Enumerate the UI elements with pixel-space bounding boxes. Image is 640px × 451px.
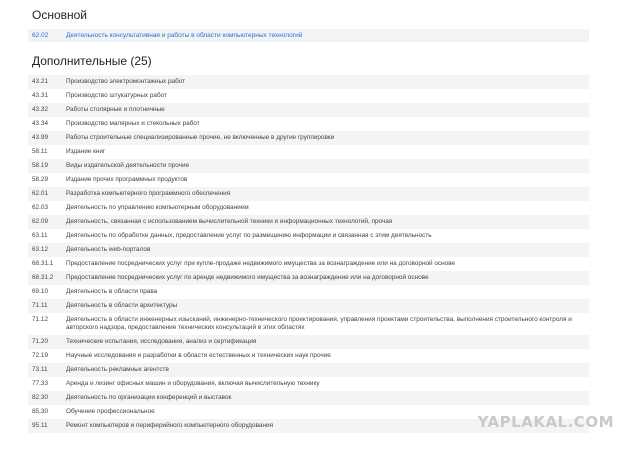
activity-code: 71.20 (32, 338, 48, 345)
watermark-logo: YAPLAKAL.COM (477, 413, 614, 431)
activity-description: Работы строительные специализированные прочие, не включенные в другие группировки (66, 134, 335, 141)
activity-code: 63.11 (32, 232, 48, 239)
activity-row (28, 145, 589, 159)
activity-row (28, 173, 589, 187)
activity-description: Деятельность в области права (66, 288, 158, 295)
activity-description: Предоставление посреднических услуг при купле-продаже недвижимого имущества за вознаграждение или на договорной основе (66, 260, 456, 267)
activity-code: 62.09 (32, 218, 48, 225)
activity-row (28, 271, 589, 285)
activity-row (28, 75, 589, 89)
activity-code: 62.03 (32, 204, 48, 211)
activity-code: 71.11 (32, 302, 48, 309)
activity-row (28, 335, 589, 349)
activity-description[interactable]: Деятельность консультативная и работы в области компьютерных технологий (66, 32, 303, 39)
additional-activities-list (28, 75, 589, 433)
activity-code: 68.31.2 (32, 274, 54, 281)
activity-code: 43.99 (32, 134, 48, 141)
activity-description: Деятельность web-порталов (66, 246, 151, 253)
additional-activities-heading: Дополнительные (25) (32, 54, 152, 68)
activity-description: Издание прочих программных продуктов (66, 176, 188, 183)
activity-code[interactable]: 62.02 (32, 32, 49, 39)
activity-description: Аренда и лизинг офисных машин и оборудования, включая вычислительную технику (66, 380, 320, 387)
activity-description: Издание книг (66, 148, 106, 155)
activity-description: Деятельность по организации конференций и выставок (66, 394, 232, 401)
activity-row (28, 159, 589, 173)
activity-description: Технические испытания, исследования, анализ и сертификация (66, 338, 257, 345)
activity-description: Производство малярных и стекольных работ (66, 120, 200, 127)
activity-description: Деятельность рекламных агентств (66, 366, 169, 373)
activity-description: Разработка компьютерного программного обеспечения (66, 190, 231, 197)
activity-description: Деятельность по обработке данных, предоставление услуг по размещению информации и связанная с этим деятельность (66, 232, 432, 239)
activity-code: 58.19 (32, 162, 48, 169)
activity-row (28, 89, 589, 103)
activity-row (28, 299, 589, 313)
activity-description: Деятельность в области инженерных изысканий, инженерно-технического проектирования, управления проектами строительства, выполнения строительного контроля и авторского надзора, предоставление технических консультаций в этих областях (66, 316, 572, 331)
activity-description: Научные исследования и разработки в области естественных и технических наук прочие (66, 352, 331, 359)
activity-row (28, 229, 589, 243)
activity-row (28, 285, 589, 299)
activity-code: 71.12 (32, 316, 48, 323)
activity-code: 43.31 (32, 92, 48, 99)
activity-description: Работы столярные и плотничные (66, 106, 165, 113)
activity-code: 58.29 (32, 176, 48, 183)
activity-description: Производство электромонтажных работ (66, 78, 186, 85)
activity-code: 58.11 (32, 148, 48, 155)
activity-row (28, 313, 589, 335)
activity-code: 73.11 (32, 366, 48, 373)
activity-code: 43.32 (32, 106, 48, 113)
activity-row (28, 187, 589, 201)
activity-code: 43.34 (32, 120, 48, 127)
activity-description: Ремонт компьютеров и периферийного компьютерного оборудования (66, 422, 274, 429)
activity-row (28, 243, 589, 257)
activity-code: 82.30 (32, 394, 48, 401)
activity-description: Деятельность в области архитектуры (66, 302, 178, 309)
activity-code: 43.21 (32, 78, 48, 85)
activity-description: Обучение профессиональное (66, 408, 155, 415)
activity-description: Деятельность, связанная с использованием вычислительной техники и информационных технологий, прочая (66, 218, 393, 225)
main-activity-heading: Основной (32, 8, 88, 22)
activity-row (28, 117, 589, 131)
activity-description: Предоставление посреднических услуг по аренде недвижимого имущества за вознаграждение или на договорной основе (66, 274, 429, 281)
activity-row (28, 349, 589, 363)
activity-row (28, 363, 589, 377)
activity-description: Производство штукатурных работ (66, 92, 167, 99)
activity-row (28, 103, 589, 117)
activity-code: 69.10 (32, 288, 48, 295)
activity-code: 63.12 (32, 246, 48, 253)
main-activity-row[interactable] (28, 29, 589, 42)
activity-description: Деятельность по управлению компьютерным оборудованием (66, 204, 249, 211)
activity-description: Виды издательской деятельности прочие (66, 162, 190, 169)
activity-row (28, 257, 589, 271)
activity-code: 95.11 (32, 422, 48, 429)
activity-code: 72.19 (32, 352, 48, 359)
activity-row (28, 201, 589, 215)
activity-code: 68.31.1 (32, 260, 54, 267)
activity-row (28, 391, 589, 405)
activity-row (28, 215, 589, 229)
activity-code: 62.01 (32, 190, 48, 197)
activity-code: 77.33 (32, 380, 48, 387)
activity-row (28, 131, 589, 145)
activity-code: 85.30 (32, 408, 48, 415)
activity-row (28, 377, 589, 391)
